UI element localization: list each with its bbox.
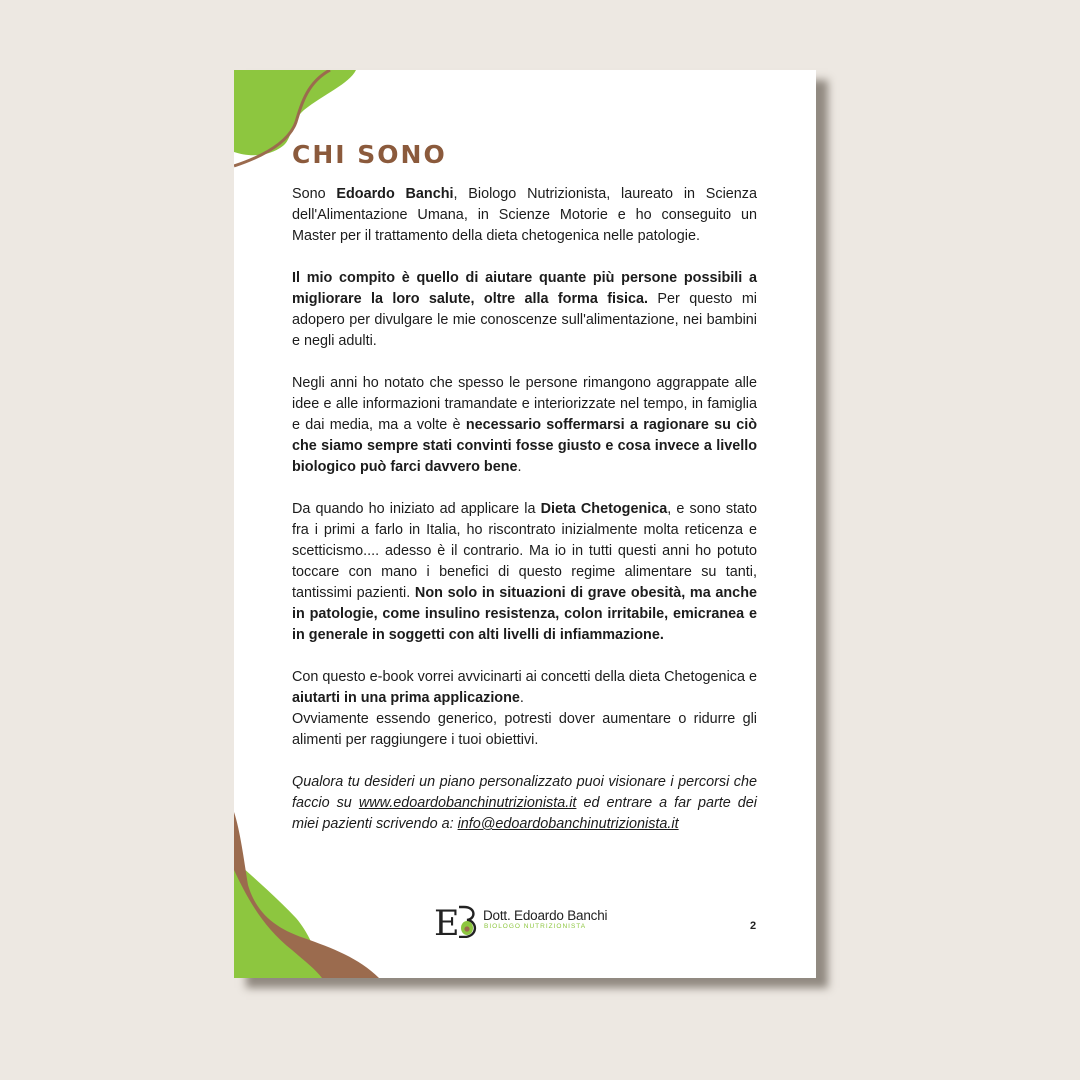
ebook-page — [234, 70, 816, 978]
paragraph — [292, 268, 757, 352]
paragraph — [292, 667, 757, 751]
logo-subtitle: BIOLOGO NUTRIZIONISTA — [484, 923, 587, 930]
text-span: , Biologo Nutrizionista, laureato in Scienza dell'Alimentazione Umana, in Scienze Motorie e ho conseguito un Master per il trattamento della dieta chetogenica nelle patologie. — [292, 186, 757, 244]
bold-text: aiutarti in una prima applicazione — [292, 690, 520, 706]
page-title: CHI SONO — [292, 140, 447, 169]
footer-logo — [434, 904, 634, 938]
text-span: Ovviamente essendo generico, potresti dover aumentare o ridurre gli alimenti per raggiungere i tuoi obiettivi. — [292, 711, 757, 748]
text-span: . — [517, 459, 522, 475]
text-span: Qualora tu desideri un piano personalizzato puoi visionare i percorsi che faccio su — [292, 774, 757, 811]
bold-text: Dieta Chetogenica — [540, 501, 668, 517]
page-number: 2 — [750, 920, 757, 932]
paragraphs — [292, 184, 757, 835]
bold-text: Edoardo Banchi — [336, 186, 454, 202]
bold-text: Non solo in situazioni di grave obesità, ma anche in patologie, come insulino resistenza, colon irritabile, emicranea e in generale in soggetti con alti livelli di infiammazione. — [292, 585, 757, 643]
website-link[interactable]: www.edoardobanchinutrizionista.it — [358, 795, 577, 811]
text-span: . — [519, 690, 524, 706]
text-span: Per questo mi adopero per divulgare le mie conoscenze sull'alimentazione, nei bambini e negli adulti. — [292, 291, 757, 349]
text-span: Da quando ho iniziato ad applicare la — [292, 501, 541, 517]
text-span: Con questo e-book vorrei avvicinarti ai concetti della dieta Chetogenica e — [292, 669, 757, 685]
text-span: , e sono stato fra i primi a farlo in Italia, ho riscontrato inizialmente molta reticenza e scetticismo.... adesso è il contrario. Ma io in tutti questi anni ho potuto toccare con mano i benefici di questo regime alimentare su tanti, tantissimi pazienti. — [292, 501, 758, 601]
bold-text: Il mio compito è quello di aiutare quante più persone possibili a migliorare la loro salute, oltre alla forma fisica. — [292, 270, 757, 307]
svg-text:E: E — [434, 904, 460, 938]
page-content — [292, 140, 757, 856]
paragraph — [292, 184, 757, 247]
paragraph — [292, 499, 757, 646]
avocado-icon — [434, 904, 480, 938]
email-link[interactable]: info@edoardobanchinutrizionista.it — [457, 816, 679, 832]
text-span: Sono — [292, 186, 337, 202]
paragraph — [292, 373, 757, 478]
bold-text: necessario soffermarsi a ragionare su ciò che siamo sempre stati convinti fosse giusto e cosa invece a livello biologico può farci davvero bene — [292, 417, 757, 475]
logo-name: Dott. Edoardo Banchi — [483, 908, 608, 923]
text-span: ed entrare a far parte dei miei pazienti scrivendo a: — [292, 795, 757, 832]
paragraph — [292, 772, 757, 835]
text-span: Negli anni ho notato che spesso le persone rimangono aggrappate alle idee e alle informazioni tramandate e interiorizzate nel tempo, in famiglia e dai media, ma a volte è — [292, 375, 757, 433]
